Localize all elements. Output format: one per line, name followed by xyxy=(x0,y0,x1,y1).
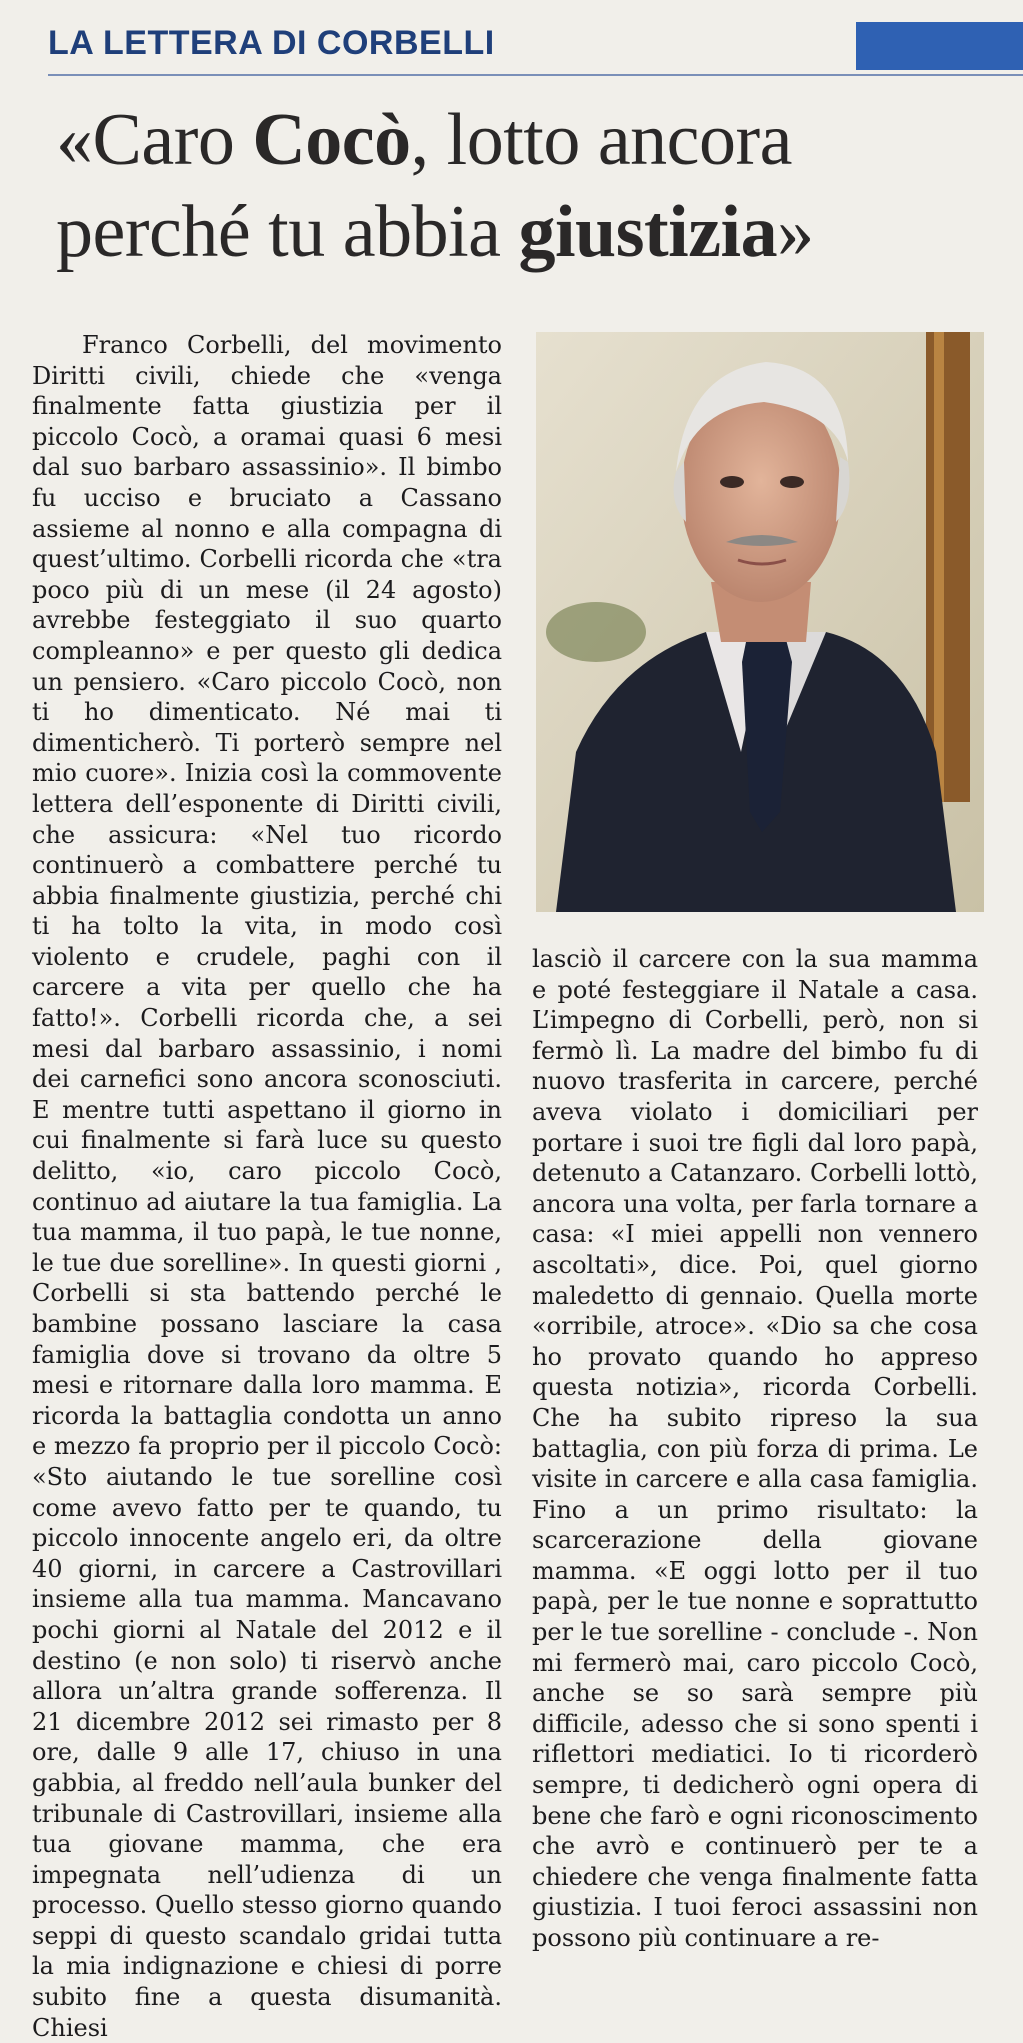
header-rule xyxy=(48,74,1023,76)
headline-emphasis: Cocò xyxy=(252,99,411,181)
headline xyxy=(56,94,986,278)
headline-text: , lotto ancora xyxy=(410,99,793,181)
portrait-photo xyxy=(536,332,984,912)
article-paragraph: lasciò il carcere con la sua mamma e poté festeggiare il Natale a casa. L’impegno di Corbelli, però, non si fermò lì. La madre del bimbo fu di nuovo trasferita in carcere, perché aveva violato i domiciliari per portare i suoi tre figli dal loro papà, detenuto a Catanzaro. Corbelli lottò, ancora una volta, per farla tornare a casa: «I miei appelli non vennero ascoltati», dice. Poi, quel giorno maledetto di gennaio. Quella morte «orribile, atroce». «Dio sa che cosa ho provato quando ho appreso questa notizia», ricorda Corbelli. Che ha subito ripreso la sua battaglia, con più forza di prima. Le visite in carcere e alla casa famiglia. Fino a un primo risultato: la scarcerazione della giovane mamma. «E oggi lotto per il tuo papà, per le tue nonne e soprattutto per le tue sorelline - conclude -. Non mi fermerò mai, caro piccolo Cocò, anche se so sarà sempre più difficile, adesso che si sono spenti i riflettori mediatici. Io ti ricorderò sempre, ti dedicherò ogni opera di bene che farò e ogni riconoscimento che avrò e continuerò per te a chiedere che venga finalmente fatta giustizia. I tuoi feroci assassini non possono più continuare a re- xyxy=(532,945,978,1952)
headline-line-1 xyxy=(56,94,986,186)
headline-text: perché tu abbia xyxy=(56,191,519,273)
article-column-right xyxy=(532,944,978,1954)
headline-text: «Caro xyxy=(56,99,253,181)
article-paragraph: Franco Corbelli, del movimento Diritti civili, chiede che «venga finalmente fatta giustizia per il piccolo Cocò, a oramai quasi 6 mesi dal suo barbaro assassinio». Il bimbo fu ucciso e bruciato a Cassano assieme al nonno e alla compagna di quest’ultimo. Corbelli ricorda che «tra poco più di un mese (il 24 agosto) avrebbe festeggiato il suo quarto compleanno» e per questo gli dedica un pensiero. «Caro piccolo Cocò, non ti ho dimenticato. Né mai ti dimenticherò. Ti porterò sempre nel mio cuore». Inizia così la commovente lettera dell’esponente di Diritti civili, che assicura: «Nel tuo ricordo continuerò a combattere perché tu abbia finalmente giustizia, perché chi ti ha tolto la vita, in modo così violento e crudele, paghi con il carcere a vita per quello che ha fatto!». Corbelli ricorda che, a sei mesi dal barbaro assassinio, i nomi dei carnefici sono ancora sconosciuti. E mentre tutti aspettano il giorno in cui finalmente si farà luce su questo delitto, «io, caro piccolo Cocò, continuo ad aiutare la tua famiglia. La tua mamma, il tuo papà, le tue nonne, le tue due sorelline». In questi giorni , Corbelli si sta battendo perché le bambine possano lasciare la casa famiglia dove si trovano da oltre 5 mesi e ritornare dalla loro mamma. E ricorda la battaglia condotta un anno e mezzo fa proprio per il piccolo Cocò: «Sto aiutando le tue sorelline così come avevo fatto per te quando, tu piccolo innocente angelo eri, da oltre 40 giorni, in carcere a Castrovillari insieme alla tua mamma. Mancavano pochi giorni al Natale del 2012 e il destino (e non solo) ti riservò anche allora un’altra grande sofferenza. Il 21 dicembre 2012 sei rimasto per 8 ore, dalle 9 alle 17, chiuso in una gabbia, al freddo nell’aula bunker del tribunale di Castrovillari, insieme alla tua giovane mamma, che era impegnata nell’udienza di un processo. Quello stesso giorno quando seppi di questo scandalo gridai tutta la mia indignazione e chiesi di porre subito fine a questa disumanità. Chiesi xyxy=(32,331,502,2042)
rubric-color-bar xyxy=(856,22,1023,70)
headline-line-2 xyxy=(56,186,986,278)
section-rubric: LA LETTERA DI CORBELLI xyxy=(48,24,495,62)
article-column-left xyxy=(32,330,502,2043)
headline-emphasis: giustizia xyxy=(518,191,778,273)
headline-text: » xyxy=(777,191,814,273)
